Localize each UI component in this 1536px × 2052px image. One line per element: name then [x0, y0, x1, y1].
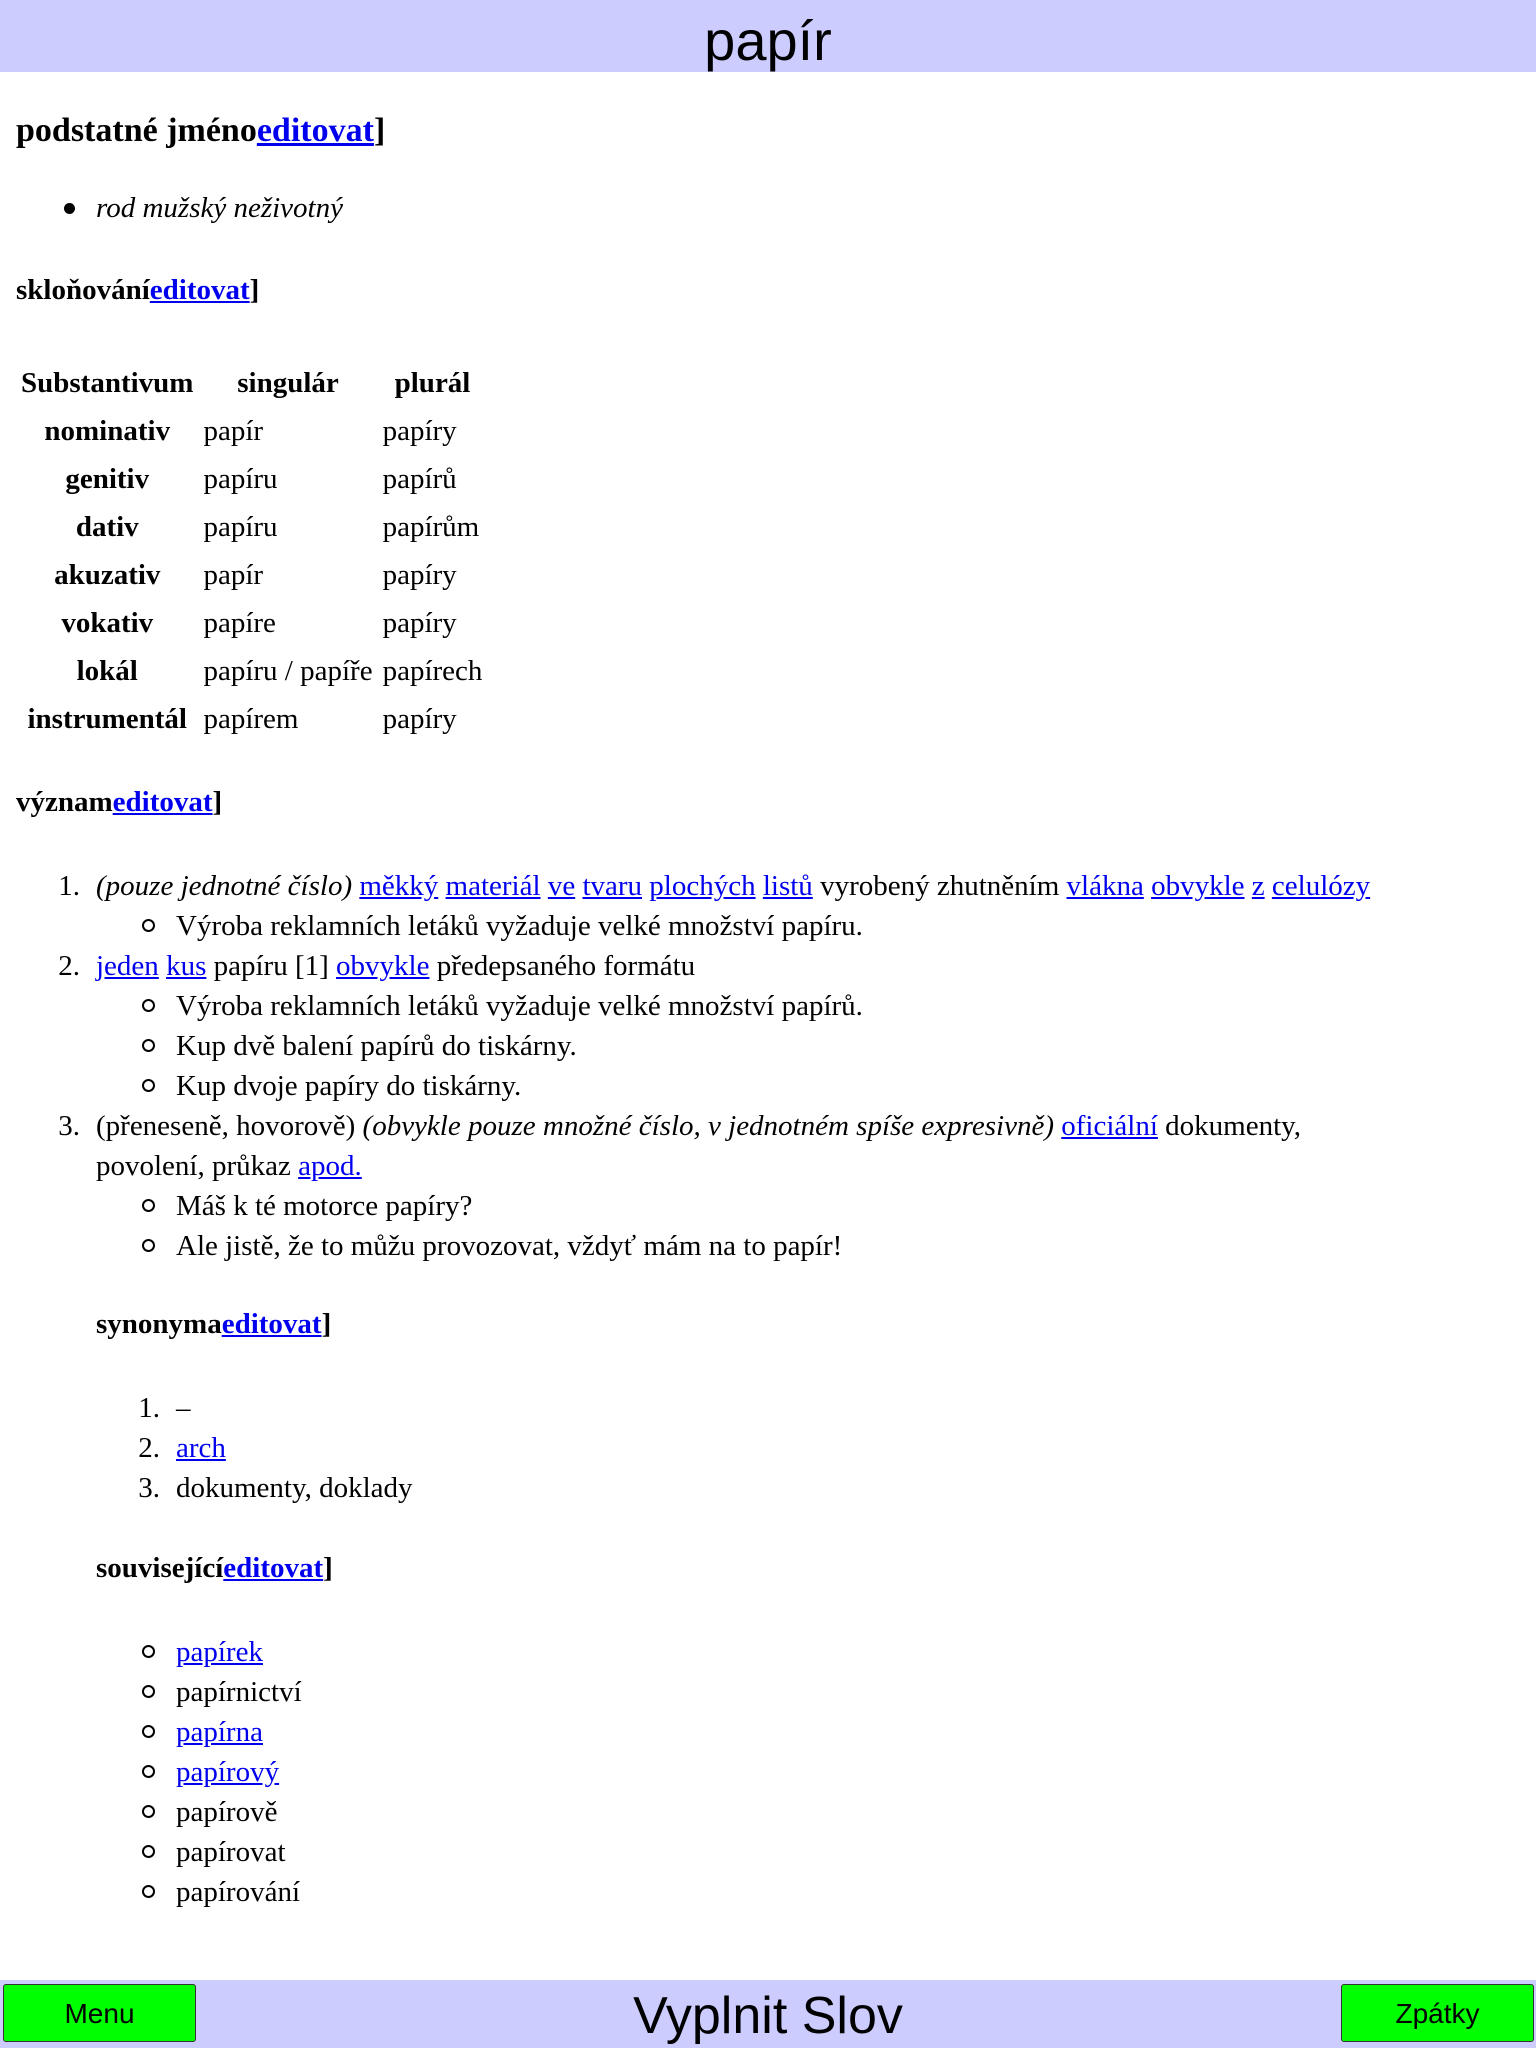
bullet-icon [142, 1645, 155, 1658]
case-name: akuzativ [54, 558, 161, 591]
plural-form: papíry [382, 606, 457, 639]
example-text: Máš k té motorce papíry? [176, 1190, 473, 1222]
bracket: ] [212, 786, 223, 818]
plain-text: dokumenty, [1165, 1110, 1301, 1142]
plural-form: papírů [382, 462, 457, 495]
synonym-item [0, 1428, 800, 1468]
register-note: (přeneseně, hovorově) [96, 1110, 356, 1142]
word-link[interactable]: kus [166, 950, 207, 982]
table-header-row [16, 359, 487, 407]
column-header: singulár [237, 366, 339, 399]
table-row [16, 647, 487, 695]
examples-list [176, 906, 863, 946]
item-number: 2. [58, 950, 80, 982]
table-row [16, 551, 487, 599]
example-text: Kup dvě balení papírů do tiskárny. [176, 1030, 577, 1062]
word-link[interactable]: plochých [649, 870, 756, 902]
bracket: ] [249, 274, 260, 306]
related-text: papírovat [176, 1836, 286, 1868]
example-text: Výroba reklamních letáků vyžaduje velké množství papírů. [176, 990, 863, 1022]
examples-list [176, 986, 863, 1106]
related-text: papírování [176, 1876, 301, 1908]
meaning-item-3 [0, 1106, 1536, 1186]
usage-note: (obvykle pouze množné číslo, v jednotném spíše expresivně) [362, 1110, 1054, 1142]
word-link[interactable]: oficiální [1061, 1110, 1158, 1142]
item-number: 3. [138, 1472, 160, 1504]
word-link[interactable]: apod. [298, 1150, 362, 1182]
list-item [176, 1672, 302, 1712]
bullet-icon [64, 203, 75, 214]
example-item [176, 986, 863, 1026]
column-header: Substantivum [21, 366, 194, 399]
item-number: 2. [138, 1432, 160, 1464]
bracket: ] [321, 1308, 332, 1340]
synonyms-heading [96, 1306, 331, 1342]
bullet-icon [142, 1079, 155, 1092]
entry-content[interactable] [0, 72, 1536, 1980]
meaning-text [96, 946, 695, 986]
singular-form: papír [203, 414, 264, 447]
plural-form: papíry [382, 558, 457, 591]
bracket: ] [373, 112, 386, 149]
bracket: ] [323, 1552, 333, 1584]
word-link[interactable]: listů [762, 870, 813, 902]
bullet-icon [142, 1685, 155, 1698]
bullet-icon [142, 1765, 155, 1778]
item-number: 1. [58, 870, 80, 902]
bullet-icon [142, 1805, 155, 1818]
synonym-item [0, 1388, 800, 1428]
plural-form: papírům [382, 510, 480, 543]
meaning-heading-label: význam [16, 786, 113, 818]
singular-form: papíru / papíře [203, 654, 373, 687]
word-link[interactable]: z [1251, 870, 1265, 902]
singular-form: papíru [203, 510, 278, 543]
example-item [176, 1026, 863, 1066]
edit-link-meaning[interactable]: editovat [112, 786, 213, 818]
word-link[interactable]: materiál [445, 870, 541, 902]
meaning-text [96, 866, 1370, 906]
related-text: papírově [176, 1796, 278, 1828]
page-title: papír [704, 9, 832, 72]
case-name: instrumentál [27, 702, 187, 735]
example-item [176, 906, 863, 946]
bullet-icon [142, 1239, 155, 1252]
table-row [16, 455, 487, 503]
bullet-icon [142, 1199, 155, 1212]
bullet-icon [142, 1845, 155, 1858]
bottom-bar [0, 1980, 1536, 2048]
top-bar [0, 0, 1536, 72]
column-header: plurál [394, 366, 471, 399]
word-link[interactable]: ve [547, 870, 576, 902]
declension-heading [16, 272, 259, 308]
table-row [16, 407, 487, 455]
case-name: lokál [76, 654, 138, 687]
part-of-speech-label: podstatné jméno [16, 112, 257, 149]
list-item [176, 1632, 302, 1672]
synonym-text: dokumenty, doklady [176, 1472, 413, 1504]
example-item [176, 1186, 842, 1226]
word-link[interactable]: obvykle [336, 950, 430, 982]
example-item [176, 1226, 842, 1266]
examples-list [176, 1186, 842, 1266]
part-of-speech-heading [16, 110, 385, 152]
usage-note: (pouze jednotné číslo) [96, 870, 353, 902]
plain-text: vyrobený zhutněním [820, 870, 1060, 902]
menu-button[interactable]: Menu [3, 1984, 196, 2042]
back-button[interactable]: Zpátky [1341, 1984, 1534, 2042]
gender-item [96, 188, 343, 228]
table-row [16, 599, 487, 647]
word-link[interactable]: obvykle [1151, 870, 1245, 902]
app-title: Vyplnit Slov [633, 1987, 903, 2045]
plural-form: papíry [382, 702, 457, 735]
case-name: dativ [75, 510, 139, 543]
related-heading-label: související [96, 1552, 224, 1584]
table-row [16, 695, 487, 743]
related-heading [96, 1550, 333, 1586]
synonym-text: – [176, 1392, 191, 1424]
list-item [176, 1872, 302, 1912]
word-link[interactable]: tvaru [582, 870, 643, 902]
singular-form: papíru [203, 462, 278, 495]
related-list [176, 1632, 302, 1912]
declension-table [16, 359, 487, 743]
plain-text: povolení, průkaz [96, 1150, 291, 1182]
plural-form: papíry [382, 414, 457, 447]
synonym-link[interactable]: arch [176, 1432, 226, 1464]
plain-text: papíru [1] [213, 950, 329, 982]
list-item [176, 1792, 302, 1832]
meaning-item-1 [0, 866, 1536, 906]
example-text: Výroba reklamních letáků vyžaduje velké množství papíru. [176, 910, 863, 942]
singular-form: papíre [203, 606, 276, 639]
list-item [176, 1752, 302, 1792]
singular-form: papírem [203, 702, 299, 735]
bullet-icon [142, 999, 155, 1012]
declension-heading-label: skloňování [16, 274, 150, 306]
item-number: 1. [138, 1392, 160, 1424]
word-link[interactable]: celulózy [1271, 870, 1371, 902]
bullet-icon [142, 1725, 155, 1738]
plain-text: předepsaného formátu [436, 950, 696, 982]
related-link[interactable]: papírek [176, 1636, 263, 1668]
meaning-heading [16, 784, 222, 820]
word-link[interactable]: jeden [96, 950, 159, 982]
example-text: Ale jistě, že to můžu provozovat, vždyť mám na to papír! [176, 1230, 843, 1262]
related-link[interactable]: papírna [176, 1716, 263, 1748]
plural-form: papírech [382, 654, 483, 687]
edit-link-synonyms[interactable]: editovat [221, 1308, 322, 1340]
list-item [176, 1712, 302, 1752]
bullet-icon [142, 1885, 155, 1898]
related-link[interactable]: papírový [176, 1756, 280, 1788]
singular-form: papír [203, 558, 264, 591]
synonym-item [0, 1468, 800, 1508]
example-text: Kup dvoje papíry do tiskárny. [176, 1070, 522, 1102]
word-link[interactable]: vlákna [1066, 870, 1144, 902]
word-link[interactable]: měkký [359, 870, 439, 902]
edit-link-declension[interactable]: editovat [149, 274, 250, 306]
bullet-icon [142, 919, 155, 932]
edit-link-pos[interactable]: editovat [256, 112, 374, 149]
synonyms-heading-label: synonyma [96, 1308, 222, 1340]
meaning-text [96, 1106, 1301, 1146]
case-name: genitiv [65, 462, 150, 495]
edit-link-related[interactable]: editovat [223, 1552, 324, 1584]
case-name: nominativ [44, 414, 171, 447]
table-row [16, 503, 487, 551]
gender-list [96, 188, 343, 228]
example-item [176, 1066, 863, 1106]
gender-label: rod mužský neživotný [96, 192, 343, 224]
related-text: papírnictví [176, 1676, 302, 1708]
item-number: 3. [58, 1110, 80, 1142]
meaning-text-line2 [96, 1146, 362, 1186]
case-name: vokativ [61, 606, 154, 639]
bullet-icon [142, 1039, 155, 1052]
meaning-item-2 [0, 946, 1536, 986]
list-item [176, 1832, 302, 1872]
